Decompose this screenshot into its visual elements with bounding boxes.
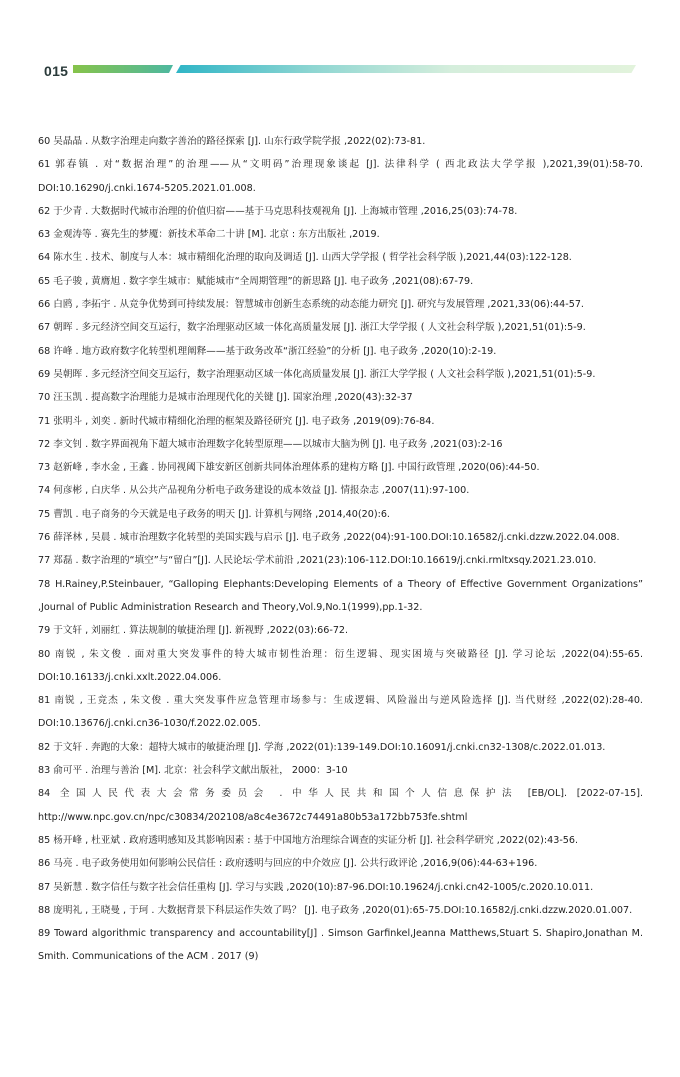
page-header: [0, 58, 680, 82]
reference-item: 60 吴晶晶 . 从数字治理走向数字善治的路径探索 [J]. 山东行政学院学报 ,2022(02):73-81.: [38, 136, 426, 147]
reference-item: 79 于文轩 , 刘丽红 . 算法规制的敏捷治理 [J]. 新视野 ,2022(03):66-72.: [38, 625, 349, 637]
reference-item: 86 马亮 . 电子政务使用如何影响公民信任 : 政府透明与回应的中介效应 [J]. 公共行政评论 ,2016,9(06):44-63+196.: [38, 858, 538, 870]
reference-item: 62 于少青 . 大数据时代城市治理的价值归宿——基于马克思科技观视角 [J]. 上海城市管理 ,2016,25(03):74-78.: [38, 205, 518, 217]
reference-item: 61 郭春镇 . 对“数据治理”的治理——从“文明码”治理现象谈起 [J]. 法律科学 ( 西北政法大学学报 ),2021,39(01):58-70. DOI:10.16290/j.cnki.1674-5205.2021.01.008.: [38, 159, 643, 194]
reference-item: 89 Toward algorithmic transparency and accountability[J] . Simson Garfinkel,Jeanna Matthews,Stuart S. Shapiro,Jonathan M. Smith. Communications of the ACM . 2017 (9): [38, 928, 643, 963]
reference-item: 87 吴新慧 . 数字信任与数字社会信任重构 [J]. 学习与实践 ,2020(10):87-96.DOI:10.19624/j.cnki.cn42-1005/c.2020.10.011.: [38, 881, 594, 893]
reference-item: 71 张明斗 , 刘奕 . 新时代城市精细化治理的框架及路径研究 [J]. 电子政务 ,2019(09):76-84.: [38, 415, 435, 427]
reference-item: 67 朝晖 . 多元经济空间交互运行，数字治理驱动区域一体化高质量发展 [J]. 浙江大学学报 ( 人文社会科学版 ),2021,51(01):5-9.: [38, 322, 586, 334]
page-number: 015: [44, 63, 69, 79]
header-bar-gradient: [176, 65, 636, 73]
header-bar-green: [73, 65, 173, 73]
reference-list: [38, 130, 643, 969]
reference-item: 78 H.Rainey,P.Steinbauer, “Galloping Elephants:Developing Elements of a Theory of Effective Government Organizations” ,Journal of Public Administration Research and Theory,Vol.9,No.1(1999),pp.1-32.: [38, 578, 643, 613]
reference-item: 88 庞明礼 , 王晓曼 , 于珂 . 大数据背景下科层运作失效了吗？ [J]. 电子政务 ,2020(01):65-75.DOI:10.16582/j.cnki.dzzw.2020.01.007.: [38, 904, 633, 916]
reference-item: 81 南锐 , 王竞杰 , 朱文俊 . 重大突发事件应急管理市场参与：生成逻辑、风险溢出与逆风险选择 [J]. 当代财经 ,2022(02):28-40. DOI:10.13676/j.cnki.cn36-1030/f.2022.02.005.: [38, 695, 643, 730]
reference-item: 84 全国人民代表大会常务委员会 . 中华人民共和国个人信息保护法 [EB/OL]. [2022-07-15]. http://www.npc.gov.cn/npc/c30834/202108/a8c4e3672c74491a80b53a172bb753fe.shtml: [38, 788, 643, 823]
reference-item: 82 于文轩 . 奔跑的大象：超特大城市的敏捷治理 [J]. 学海 ,2022(01):139-149.DOI:10.16091/j.cnki.cn32-1308/c.2022.01.013.: [38, 741, 606, 753]
reference-item: 70 汪玉凯 . 提高数字治理能力是城市治理现代化的关键 [J]. 国家治理 ,2020(43):32-37: [38, 392, 413, 404]
reference-item: 73 赵新峰 , 李水金 , 王鑫 . 协同视阈下雄安新区创新共同体治理体系的建构方略 [J]. 中国行政管理 ,2020(06):44-50.: [38, 462, 540, 474]
reference-item: 63 金观涛等 . 赛先生的梦魇：新技术革命二十讲 [M]. 北京 : 东方出版社 ,2019.: [38, 229, 380, 241]
reference-item: 83 俞可平 . 治理与善治 [M]. 北京：社会科学文献出版社， 2000：3-10: [38, 765, 348, 777]
reference-item: 76 薛泽林 , 吴晨 . 城市治理数字化转型的美国实践与启示 [J]. 电子政务 ,2022(04):91-100.DOI:10.16582/j.cnki.dzzw.2022.04.008.: [38, 532, 620, 544]
reference-item: 85 杨开峰 , 杜亚斌 . 政府透明感知及其影响因素 : 基于中国地方治理综合调查的实证分析 [J]. 社会科学研究 ,2022(02):43-56.: [38, 834, 579, 846]
reference-item: 75 曹凯 . 电子商务的今天就是电子政务的明天 [J]. 计算机与网络 ,2014,40(20):6.: [38, 508, 390, 520]
reference-item: 74 何彦彬 , 白庆华 . 从公共产品视角分析电子政务建设的成本效益 [J]. 情报杂志 ,2007(11):97-100.: [38, 485, 470, 497]
reference-item: 69 吴朝晖 . 多元经济空间交互运行，数字治理驱动区域一体化高质量发展 [J]. 浙江大学学报 ( 人文社会科学版 ),2021,51(01):5-9.: [38, 368, 596, 380]
reference-item: 68 许峰 . 地方政府数字化转型机理阐释——基于政务改革“浙江经验”的分析 [J]. 电子政务 ,2020(10):2-19.: [38, 345, 497, 357]
reference-item: 64 陈水生 . 技术、制度与人本：城市精细化治理的取向及调适 [J]. 山西大学学报 ( 哲学社会科学版 ),2021,44(03):122-128.: [38, 252, 572, 264]
reference-item: 77 郑磊 . 数字治理的“填空”与“留白”[J]. 人民论坛·学术前沿 ,2021(23):106-112.DOI:10.16619/j.cnki.rmltxsqy.2021.23.010.: [38, 555, 597, 567]
reference-item: 80 南锐 , 朱文俊 . 面对重大突发事件的特大城市韧性治理：衍生逻辑、现实困境与突破路径 [J]. 学习论坛 ,2022(04):55-65. DOI:10.16133/j.cnki.xxlt.2022.04.006.: [38, 648, 643, 683]
reference-item: 66 白鸥 , 李拓宇 . 从竞争优势到可持续发展：智慧城市创新生态系统的动态能力研究 [J]. 研究与发展管理 ,2021,33(06):44-57.: [38, 299, 584, 311]
reference-item: 72 李文钊 . 数字界面视角下超大城市治理数字化转型原理——以城市大脑为例 [J]. 电子政务 ,2021(03):2-16: [38, 438, 503, 450]
reference-item: 65 毛子骏 , 黄膺旭 . 数字孪生城市：赋能城市“全周期管理”的新思路 [J]. 电子政务 ,2021(08):67-79.: [38, 275, 474, 287]
